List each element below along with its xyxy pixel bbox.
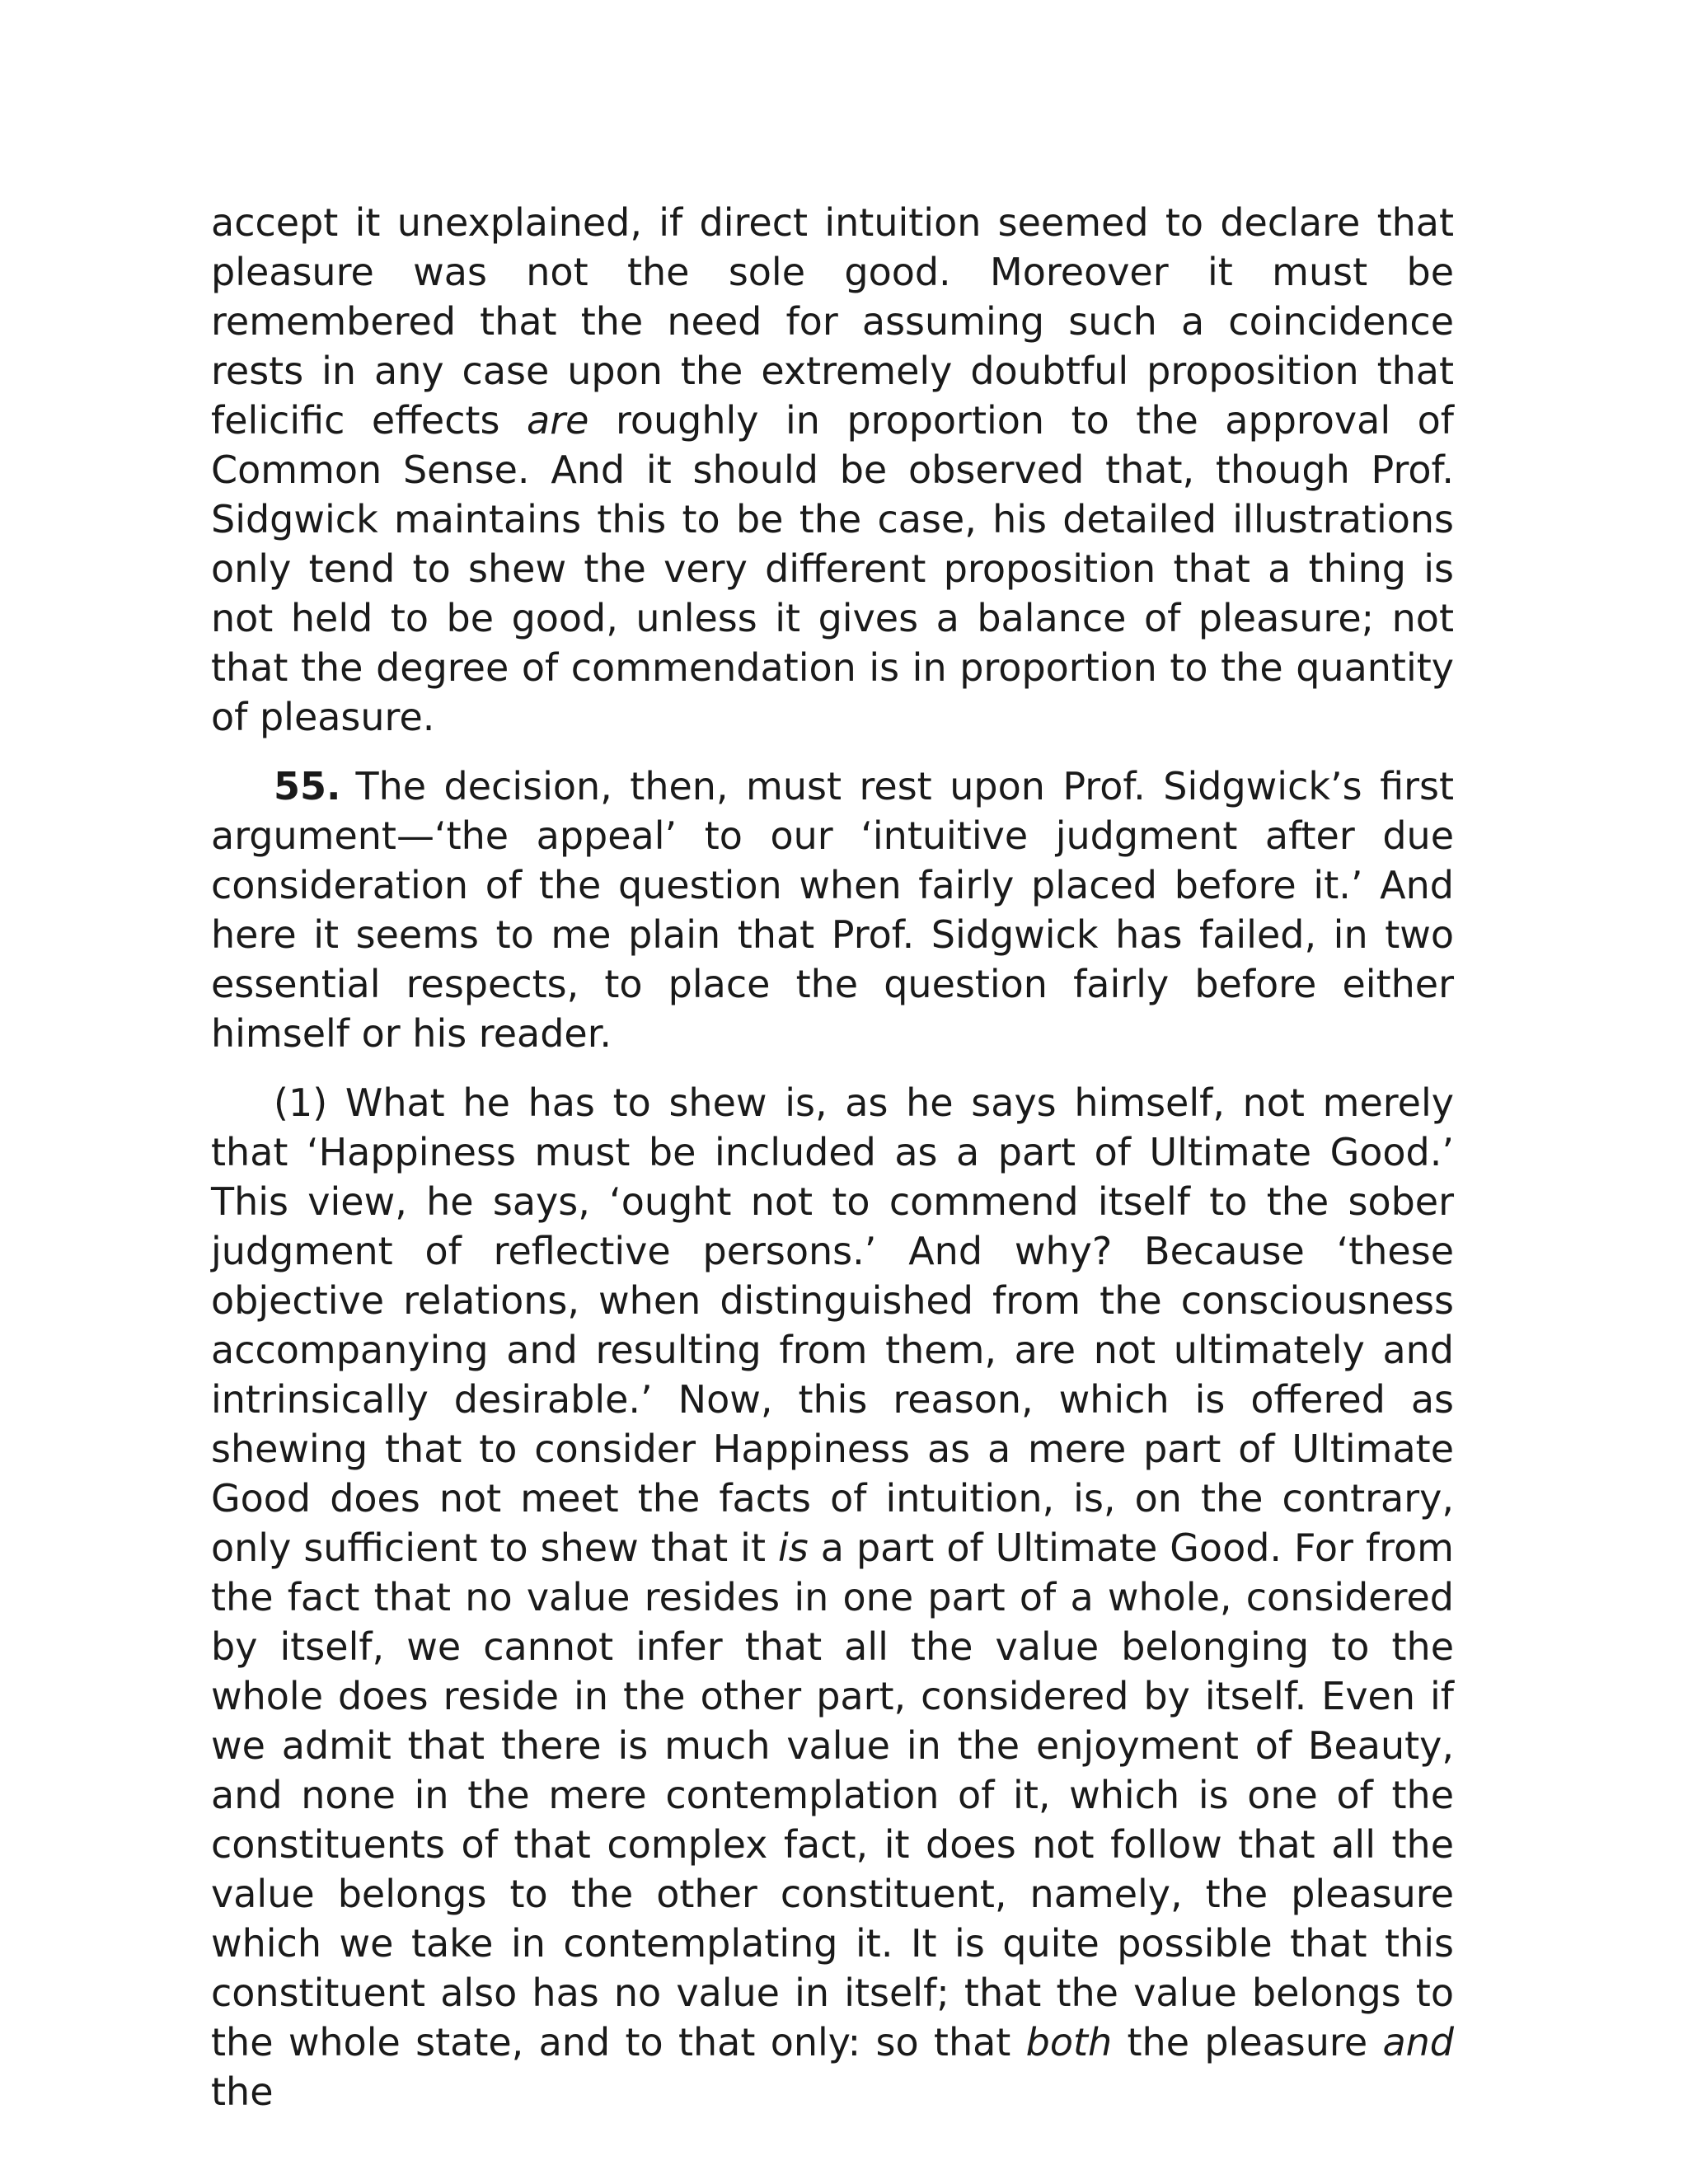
text-segment: a part of Ultimate Good. For from the fact that no value resides in one part of a whole, considered by itself, we cannot infer that all the value belonging to the whole does reside in the other part, considered by itself. Even if we admit that there is much value in the enjoyment of Beauty, and none in the mere contemplation of it, which is one of the constituents of that complex fact, it does not follow that all the value belongs to the other constituent, namely, the pleasure which we take in contemplating it. It is quite possible that this constituent also has no value in itself; that the value belongs to the whole state, and to that only: so that: [211, 1526, 1454, 2064]
section-number: 55.: [274, 764, 341, 808]
page-body: [211, 198, 1454, 2136]
paragraph-section-55: [211, 762, 1454, 1058]
italic-segment: is: [778, 1526, 809, 1570]
italic-segment: both: [1025, 2020, 1113, 2064]
italic-segment: are: [527, 398, 589, 443]
text-segment: accept it unexplained, if direct intuition seemed to declare that pleasure was not the sole good. Moreover it must be remembered that the need for assuming such a coincidence rests in any case upon the extremely doubtful proposition that felicific effects: [211, 200, 1454, 443]
italic-segment: and: [1382, 2020, 1454, 2064]
paragraph-point-1: [211, 1078, 1454, 2116]
text-segment: (1) What he has to shew is, as he says himself, not merely that ‘Happiness must be included as a part of Ultimate Good.’ This view, he says, ‘ought not to commend itself to the sober judgment of reflective persons.’ And why? Because ‘these objective relations, when distinguished from the consciousness accompanying and resulting from them, are not ultimately and intrinsically desirable.’ Now, this reason, which is offered as shewing that to consider Happiness as a mere part of Ultimate Good does not meet the facts of intuition, is, on the contrary, only sufficient to shew that it: [211, 1080, 1454, 1570]
paragraph-continuation: [211, 198, 1454, 742]
text-segment: The decision, then, must rest upon Prof. Sidgwick’s first argument—‘the appeal’ to our ‘intuitive judgment after due consideration of the question when fairly placed before it.’ And here it seems to me plain that Prof. Sidgwick has failed, in two essential respects, to place the question fairly before either himself or his reader.: [211, 764, 1454, 1056]
text-segment: the: [211, 2069, 274, 2114]
text-segment: the pleasure: [1112, 2020, 1383, 2064]
text-segment: roughly in proportion to the approval of Common Sense. And it should be observed that, though Prof. Sidgwick maintains this to be the case, his detailed illustrations only tend to shew the very different proposition that a thing is not held to be good, unless it gives a balance of pleasure; not that the degree of commendation is in proportion to the quantity of pleasure.: [211, 398, 1454, 739]
